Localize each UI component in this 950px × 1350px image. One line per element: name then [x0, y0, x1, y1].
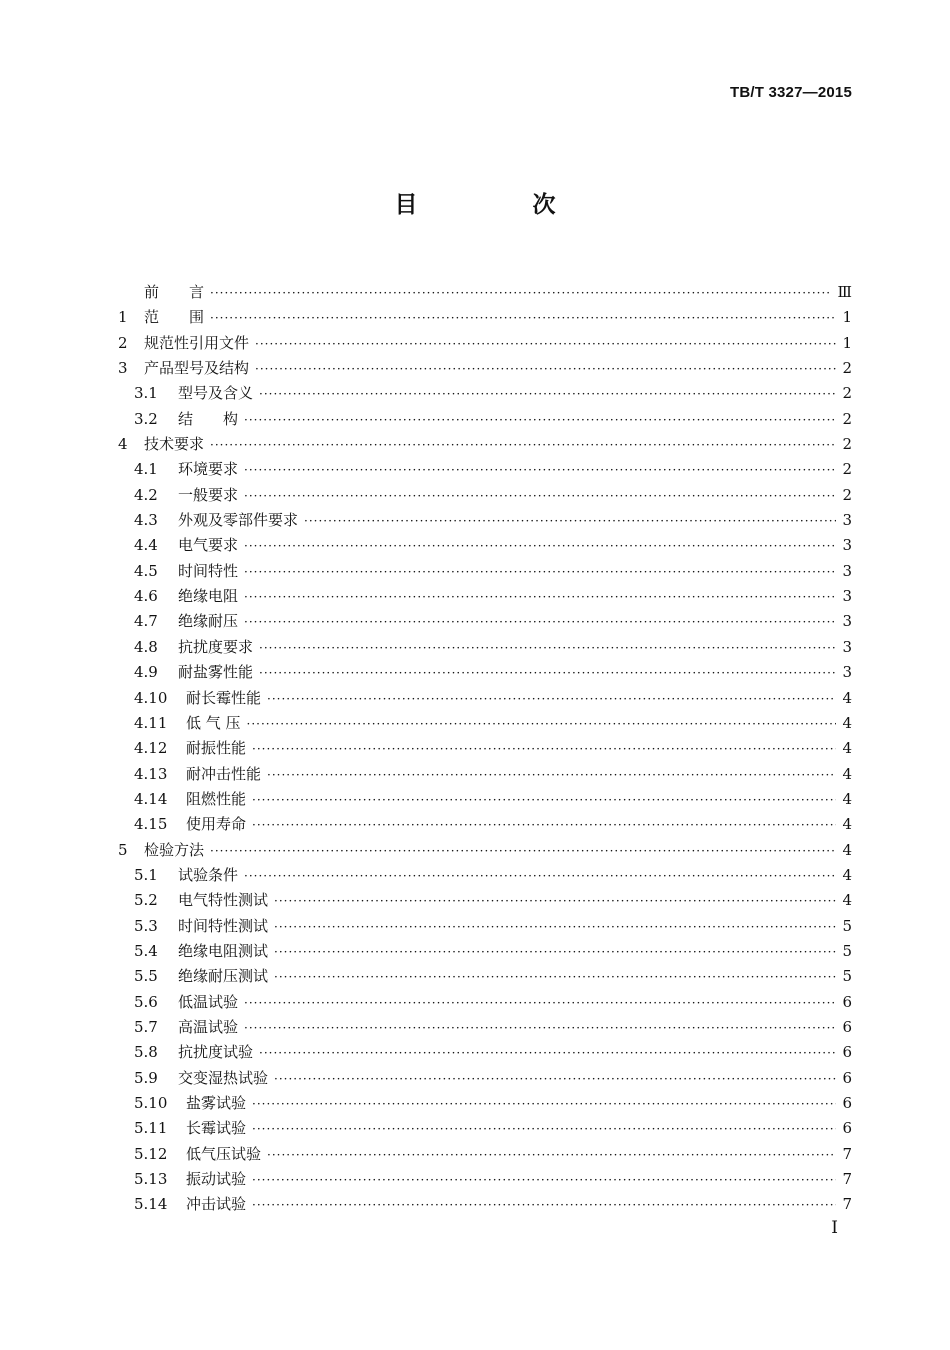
- toc-entry-number: 4.3: [134, 511, 158, 530]
- toc-entry-page: 3: [842, 663, 852, 682]
- toc-entry-page: 4: [842, 764, 852, 783]
- dot-leader: [259, 661, 836, 686]
- dot-leader: [244, 458, 836, 483]
- dot-leader: [304, 509, 836, 534]
- dot-leader: [244, 610, 836, 635]
- toc-entry-page: 3: [842, 511, 852, 530]
- toc-entry-title: 低 气 压: [186, 713, 241, 732]
- toc-entry[interactable]: [118, 533, 852, 558]
- toc-entry-page: 2: [842, 409, 852, 428]
- document-code: TB/T 3327—2015: [729, 84, 852, 101]
- toc-entry-number: 4: [118, 435, 128, 454]
- dot-leader: [252, 1168, 836, 1193]
- dot-leader: [210, 433, 836, 458]
- toc-entry[interactable]: [118, 356, 852, 381]
- dot-leader: [255, 357, 836, 382]
- toc-entry-number: 4.2: [134, 485, 158, 504]
- toc-entry-page: 7: [842, 1144, 852, 1163]
- toc-entry-title: 高温试验: [178, 1017, 239, 1036]
- toc-entry-number: 4.10: [134, 688, 168, 707]
- toc-entry-number: 4.12: [134, 739, 168, 758]
- toc-entry-page: 4: [842, 713, 852, 732]
- toc-entry[interactable]: [118, 838, 852, 863]
- dot-leader: [210, 306, 836, 331]
- dot-leader: [244, 991, 836, 1016]
- toc-entry-title: 型号及含义: [178, 384, 254, 403]
- toc-entry-title: 技术要求: [144, 435, 205, 454]
- toc-entry-number: 5.8: [134, 1043, 158, 1062]
- toc-entry[interactable]: [118, 660, 852, 685]
- toc-entry-number: 5.11: [134, 1119, 168, 1138]
- toc-entry[interactable]: [118, 1091, 852, 1116]
- toc-entry[interactable]: [118, 457, 852, 482]
- toc-entry-title: 绝缘耐压: [178, 612, 239, 631]
- toc-entry[interactable]: [118, 331, 852, 356]
- toc-title: 目 次: [394, 191, 602, 218]
- toc-entry-number: 5.13: [134, 1170, 168, 1189]
- toc-entry-number: 4.13: [134, 764, 168, 783]
- toc-entry-title: 环境要求: [178, 460, 239, 479]
- toc-entry[interactable]: [118, 483, 852, 508]
- toc-entry-number: 2: [118, 333, 128, 352]
- toc-entry-number: 4.4: [134, 536, 158, 555]
- toc-entry-number: 5.7: [134, 1017, 158, 1036]
- toc-entry-number: 5.14: [134, 1195, 168, 1214]
- dot-leader: [244, 534, 836, 559]
- toc-entry-title: 振动试验: [186, 1170, 247, 1189]
- toc-entry-page: 6: [842, 1119, 852, 1138]
- dot-leader: [247, 712, 836, 737]
- toc-entry-title: 检验方法: [144, 840, 205, 859]
- toc-entry-page: 7: [842, 1170, 852, 1189]
- toc-entry-page: 3: [842, 536, 852, 555]
- toc-entry-number: 4.6: [134, 587, 158, 606]
- toc-entry-number: 4.5: [134, 561, 158, 580]
- toc-entry[interactable]: [118, 635, 852, 660]
- toc-entry-number: 4.15: [134, 815, 168, 834]
- toc-entry[interactable]: [118, 1116, 852, 1141]
- dot-leader: [267, 763, 836, 788]
- dot-leader: [210, 839, 836, 864]
- toc-entry-number: 5.4: [134, 941, 158, 960]
- toc-entry-title: 外观及零部件要求: [178, 511, 299, 530]
- dot-leader: [259, 382, 836, 407]
- toc-entry-title: 电气要求: [178, 536, 239, 555]
- toc-entry-title: 长霉试验: [186, 1119, 247, 1138]
- dot-leader: [274, 940, 836, 965]
- toc-entry[interactable]: [118, 305, 852, 330]
- toc-entry-number: 3.2: [134, 409, 158, 428]
- toc-entry-number: 4.14: [134, 789, 168, 808]
- toc-entry-page: 2: [842, 359, 852, 378]
- dot-leader: [274, 965, 836, 990]
- dot-leader: [274, 915, 836, 940]
- toc-entry[interactable]: [118, 812, 852, 837]
- toc-entry-number: 4.7: [134, 612, 158, 631]
- toc-entry-number: 5.9: [134, 1068, 158, 1087]
- toc-entry-title: 耐冲击性能: [186, 764, 262, 783]
- toc-entry-page: 1: [842, 333, 852, 352]
- toc-entry-number: 3: [118, 359, 128, 378]
- dot-leader: [259, 636, 836, 661]
- toc-entry[interactable]: [118, 787, 852, 812]
- toc-entry-title: 一般要求: [178, 485, 239, 504]
- toc-entry-title: 产品型号及结构: [144, 359, 250, 378]
- dot-leader: [244, 585, 836, 610]
- toc-entry[interactable]: [118, 508, 852, 533]
- toc-entry[interactable]: [118, 964, 852, 989]
- toc-entry-page: 6: [842, 1017, 852, 1036]
- toc-entry[interactable]: [118, 863, 852, 888]
- toc-entry-page: 3: [842, 612, 852, 631]
- toc-entry-page: 6: [842, 992, 852, 1011]
- toc-entry[interactable]: [118, 1040, 852, 1065]
- toc-entry-number: 5: [118, 840, 128, 859]
- dot-leader: [244, 484, 836, 509]
- dot-leader: [244, 1016, 836, 1041]
- toc-entry-number: 5.12: [134, 1144, 168, 1163]
- dot-leader: [274, 1067, 836, 1092]
- dot-leader: [252, 1117, 836, 1142]
- toc-entry-page: Ⅲ: [837, 283, 852, 301]
- toc-entry-title: 时间特性测试: [178, 916, 269, 935]
- dot-leader: [274, 889, 836, 914]
- toc-entry[interactable]: [118, 711, 852, 736]
- toc-entry-number: 5.3: [134, 916, 158, 935]
- toc-entry-number: 4.8: [134, 637, 158, 656]
- toc-entry-title: 阻燃性能: [186, 789, 247, 808]
- toc-entry[interactable]: [118, 1167, 852, 1192]
- toc-entry-title: 结 构: [178, 409, 239, 428]
- toc-entry-number: 5.10: [134, 1094, 168, 1112]
- dot-leader: [252, 1092, 836, 1117]
- dot-leader: [244, 560, 836, 585]
- toc-entry-page: 6: [842, 1094, 852, 1112]
- toc-entry-title: 冲击试验: [186, 1195, 247, 1214]
- toc-entry-title: 低温试验: [178, 992, 239, 1011]
- toc-entry-page: 4: [842, 815, 852, 834]
- toc-entry-title: 时间特性: [178, 561, 239, 580]
- toc-entry[interactable]: [118, 1192, 852, 1217]
- toc-entry-page: 2: [842, 485, 852, 504]
- toc-entry[interactable]: [118, 1015, 852, 1040]
- toc-entry-number: 1: [118, 308, 128, 327]
- toc-entry-title: 绝缘耐压测试: [178, 967, 269, 986]
- toc-entry[interactable]: [118, 762, 852, 787]
- toc-entry-page: 3: [842, 561, 852, 580]
- dot-leader: [252, 788, 836, 813]
- toc-entry-title: 试验条件: [178, 865, 239, 884]
- toc-entry-number: 4.9: [134, 663, 158, 682]
- toc-entry-title: 耐长霉性能: [186, 688, 262, 707]
- page-number: I: [831, 1218, 838, 1238]
- toc-entry-number: 4.1: [134, 460, 158, 479]
- toc-entry[interactable]: [118, 280, 852, 305]
- toc-entry[interactable]: [118, 559, 852, 584]
- toc-entry-number: 5.5: [134, 967, 158, 986]
- toc-entry-title: 耐盐雾性能: [178, 663, 254, 682]
- toc-entry-page: 6: [842, 1043, 852, 1062]
- toc-entry[interactable]: [118, 736, 852, 761]
- toc-entry-page: 1: [842, 308, 852, 327]
- toc-entry-page: 5: [842, 916, 852, 935]
- toc-entry-title: 抗扰度要求: [178, 637, 254, 656]
- toc-entry[interactable]: [118, 432, 852, 457]
- toc-entry-page: 4: [842, 688, 852, 707]
- toc-entry-title: 交变湿热试验: [178, 1068, 269, 1087]
- toc-entry-page: 2: [842, 435, 852, 454]
- toc-entry-page: 4: [842, 840, 852, 859]
- toc-entry-page: 7: [842, 1195, 852, 1214]
- toc-entry-title: 低气压试验: [186, 1144, 262, 1163]
- toc-entry-page: 5: [842, 941, 852, 960]
- toc-entry-number: 3.1: [134, 384, 158, 403]
- dot-leader: [255, 332, 836, 357]
- table-of-contents: [118, 280, 852, 1218]
- toc-entry-title: 电气特性测试: [178, 891, 269, 910]
- toc-entry[interactable]: [118, 1142, 852, 1167]
- toc-entry-page: 5: [842, 967, 852, 986]
- toc-entry-page: 4: [842, 891, 852, 910]
- dot-leader: [267, 687, 836, 712]
- dot-leader: [267, 1143, 836, 1168]
- toc-entry[interactable]: [118, 584, 852, 609]
- toc-entry[interactable]: [118, 914, 852, 939]
- toc-entry[interactable]: [118, 888, 852, 913]
- toc-entry-title: 绝缘电阻测试: [178, 941, 269, 960]
- toc-entry-title: 耐振性能: [186, 739, 247, 758]
- toc-entry-page: 2: [842, 384, 852, 403]
- toc-entry[interactable]: [118, 381, 852, 406]
- dot-leader: [244, 864, 836, 889]
- toc-entry-page: 4: [842, 739, 852, 758]
- toc-entry[interactable]: [118, 990, 852, 1015]
- toc-entry-number: 5.2: [134, 891, 158, 910]
- toc-entry-page: 3: [842, 587, 852, 606]
- dot-leader: [252, 737, 836, 762]
- toc-entry-page: 4: [842, 789, 852, 808]
- toc-entry-page: 3: [842, 637, 852, 656]
- dot-leader: [210, 281, 832, 306]
- dot-leader: [252, 813, 836, 838]
- toc-entry[interactable]: [118, 686, 852, 711]
- toc-entry[interactable]: [118, 407, 852, 432]
- toc-entry-page: 2: [842, 460, 852, 479]
- toc-entry-page: 6: [842, 1068, 852, 1087]
- dot-leader: [252, 1193, 836, 1218]
- toc-entry-title: 使用寿命: [186, 815, 247, 834]
- toc-entry[interactable]: [118, 609, 852, 634]
- toc-entry-number: 4.11: [134, 713, 168, 732]
- toc-entry[interactable]: [118, 1066, 852, 1091]
- toc-entry-title: 前 言: [144, 283, 205, 301]
- toc-entry[interactable]: [118, 939, 852, 964]
- toc-entry-number: 5.6: [134, 992, 158, 1011]
- dot-leader: [244, 408, 836, 433]
- dot-leader: [259, 1041, 836, 1066]
- toc-entry-title: 抗扰度试验: [178, 1043, 254, 1062]
- toc-entry-title: 盐雾试验: [186, 1094, 247, 1112]
- toc-entry-title: 规范性引用文件: [144, 333, 250, 352]
- toc-entry-number: 5.1: [134, 865, 158, 884]
- toc-entry-title: 范 围: [144, 308, 205, 327]
- toc-entry-title: 绝缘电阻: [178, 587, 239, 606]
- toc-entry-page: 4: [842, 865, 852, 884]
